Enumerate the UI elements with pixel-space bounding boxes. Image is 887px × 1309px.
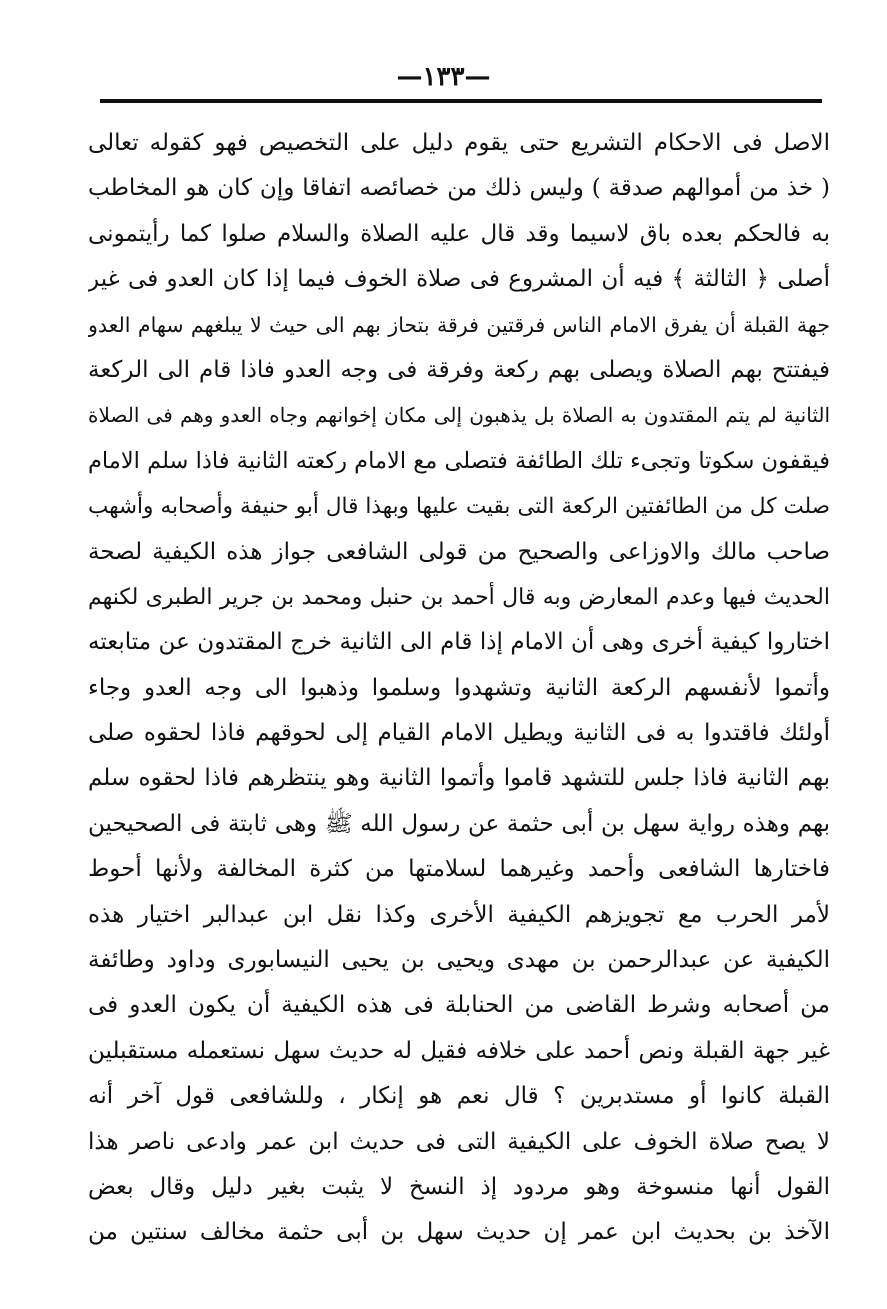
text-line: القول أنها منسوخة وهو مردود إذ النسخ لا يثبت بغير دليل وقال بعض: [88, 1173, 830, 1200]
text-line: بهم الثانية فاذا جلس للتشهد قاموا وأتموا الثانية وهو ينتظرهم فاذا لحقوه سلم: [88, 765, 830, 792]
text-line: فيفتتح بهم الصلاة ويصلى بهم ركعة وفرقة فى وجه العدو فاذا قام الى الركعة: [88, 356, 830, 383]
text-line: أصلى ﴿ الثالثة ﴾ فيه أن المشروع فى صلاة الخوف فيما إذا كان العدو فى غير: [88, 266, 830, 293]
text-line: لأمر الحرب مع تجويزهم الكيفية الأخرى وكذا نقل ابن عبدالبر اختيار هذه: [88, 901, 830, 928]
page-number: —١٣٣—: [396, 62, 491, 92]
text-line: القبلة كانوا أو مستدبرين ؟ قال نعم هو إنكار ، وللشافعى قول آخر أنه: [88, 1083, 830, 1110]
text-line: غير جهة القبلة ونص أحمد على خلافه فقيل له حديث سهل نستعمله مستقبلين: [88, 1037, 830, 1064]
text-line: من أصحابه وشرط القاضى من الحنابلة فى هذه الكيفية أن يكون العدو فى: [88, 992, 830, 1019]
text-line: الثانية لم يتم المقتدون به الصلاة بل يذهبون إلى مكان إخوانهم وجاه العدو وهم فى الصلاة: [88, 403, 830, 428]
text-line: الكيفية عن عبدالرحمن بن مهدى ويحيى بن يحيى النيسابورى وداود وطائفة: [88, 947, 830, 974]
text-line: الحديث فيها وعدم المعارض وبه قال أحمد بن حنبل ومحمد بن جرير الطبرى لكنهم: [88, 584, 830, 610]
text-line: جهة القبلة أن يفرق الامام الناس فرقتين فرقة بتحاز بهم الى حيث لا يبلغهم سهام العدو: [88, 312, 830, 337]
text-line: الاصل فى الاحكام التشريع حتى يقوم دليل على التخصيص فهو كقوله تعالى: [88, 130, 830, 156]
text-line: لا يصح صلاة الخوف على الكيفية التى فى حديث ابن عمر وادعى ناصر هذا: [88, 1128, 830, 1155]
text-line: الآخذ بن بحديث ابن عمر إن حديث سهل بن أبى حثمة مخالف سنتين من: [88, 1219, 830, 1246]
text-line: صاحب مالك والاوزاعى والصحيح من قولى الشافعى جواز هذه الكيفية لصحة: [88, 538, 830, 565]
text-line: به فالحكم بعده باق لاسيما وقد قال عليه الصلاة والسلام صلوا كما رأيتمونى: [88, 220, 830, 247]
text-line: وأتموا لأنفسهم الركعة الثانية وتشهدوا وسلموا وذهبوا الى وجه العدو وجاء: [88, 674, 830, 701]
text-line: فيقفون سكوتا وتجىء تلك الطائفة فتصلى مع الامام ركعته الثانية فاذا سلم الامام: [88, 447, 830, 474]
text-line: اختاروا كيفية أخرى وهى أن الامام إذا قام الى الثانية خرج المقتدون عن متابعته: [88, 629, 830, 656]
text-line: بهم وهذه رواية سهل بن أبى حثمة عن رسول الله ﷺ وهى ثابتة فى الصحيحين: [88, 810, 830, 837]
header-rule: [100, 99, 822, 103]
text-line: فاختارها الشافعى وأحمد وغيرهما لسلامتها من كثرة المخالفة ولأنها أحوط: [88, 856, 830, 883]
body-text: [88, 121, 830, 1256]
text-line: ( خذ من أموالهم صدقة ) وليس ذلك من خصائصه اتفاقا وإن كان هو المخاطب: [88, 175, 830, 202]
text-line: صلت كل من الطائفتين الركعة التى بقيت عليها وبهذا قال أبو حنيفة وأصحابه وأشهب: [88, 494, 830, 520]
text-line: أولئك فاقتدوا به فى الثانية ويطيل الامام القيام إلى لحوقهم فاذا لحقوه صلى: [88, 720, 830, 747]
